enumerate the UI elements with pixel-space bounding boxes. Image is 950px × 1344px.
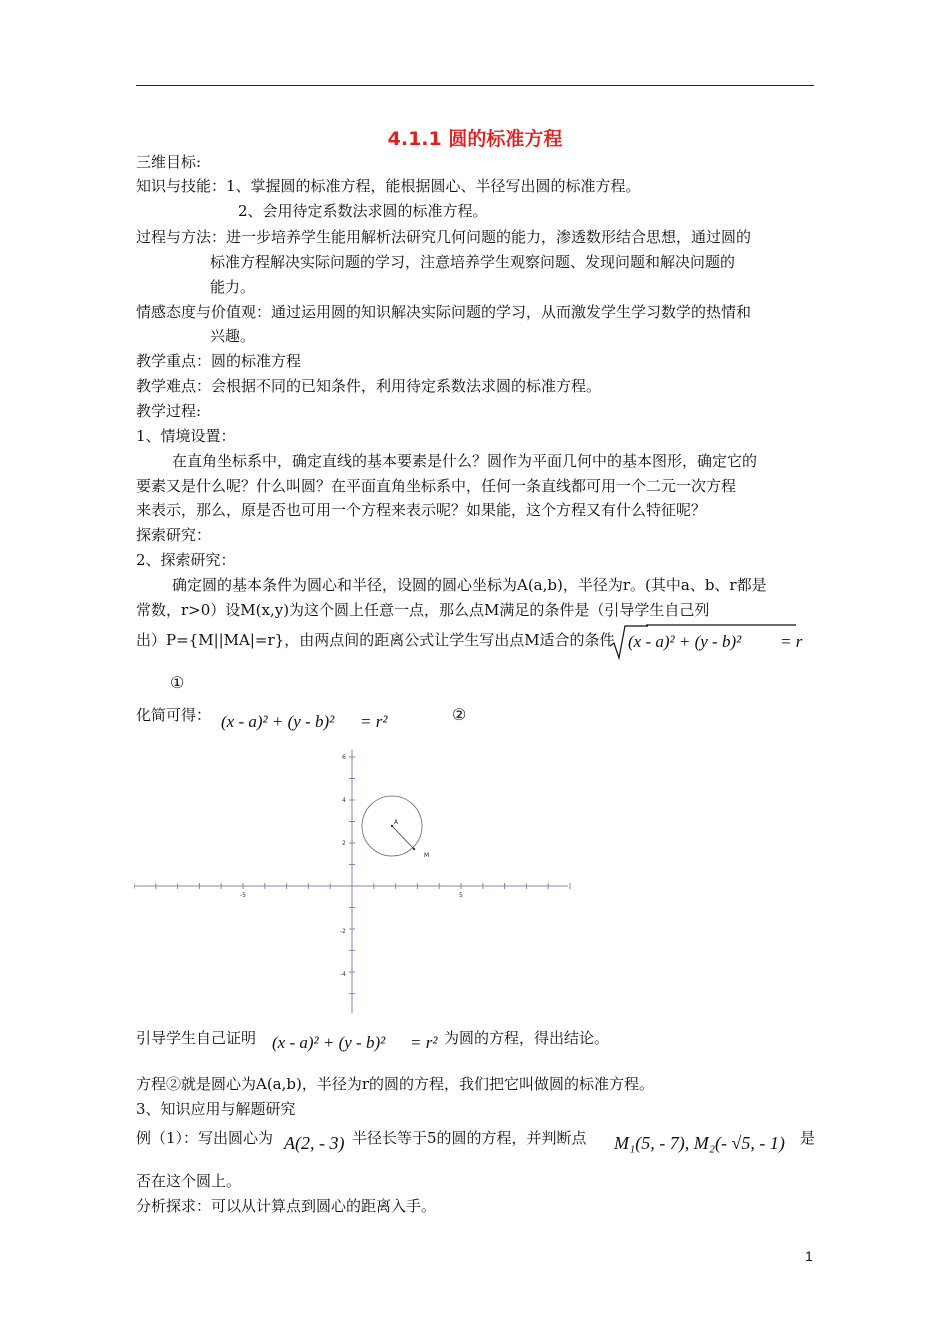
explore-label: 探索研究： bbox=[136, 526, 212, 544]
y-tick-label-neg4: -4 bbox=[340, 971, 346, 978]
key-point: 教学重点：圆的标准方程 bbox=[136, 352, 302, 370]
x-tick-label-5: 5 bbox=[459, 892, 463, 899]
y-tick-label-4: 4 bbox=[342, 797, 346, 804]
goals-heading: 三维目标: bbox=[136, 153, 202, 171]
y-tick-label-6: 6 bbox=[342, 754, 346, 761]
simplify-label: 化简可得： bbox=[136, 706, 212, 724]
proof-equation-right: = r² bbox=[410, 1033, 438, 1052]
points-m-expression: M₁(5, - 7), M₂(- √5, - 1) bbox=[614, 1133, 785, 1153]
example-1-middle: 半径长等于5的圆的方程，并判断点 bbox=[352, 1129, 587, 1147]
analysis-text: 分析探求：可以从计算点到圆心的距离入手。 bbox=[136, 1197, 437, 1215]
header-rule bbox=[136, 85, 814, 86]
x-tick-label-neg5: -5 bbox=[240, 892, 246, 899]
y-tick-label-neg2: -2 bbox=[340, 928, 346, 935]
proof-text-before: 引导学生自己证明 bbox=[136, 1029, 257, 1047]
point-m bbox=[413, 848, 415, 850]
process-heading: 教学过程: bbox=[136, 402, 202, 420]
proof-equation-left: (x - a)² + (y - b)² bbox=[272, 1033, 386, 1052]
example-1-line-2: 否在这个圆上。 bbox=[136, 1172, 242, 1190]
y-tick-label-2: 2 bbox=[342, 840, 346, 847]
difficulty: 教学难点：会根据不同的已知条件，利用待定系数法求圆的标准方程。 bbox=[136, 377, 602, 395]
sqrt-radicand: (x - a)² + (y - b)² bbox=[628, 632, 742, 651]
equals-r: = r bbox=[780, 632, 803, 651]
section-2-line-3: 出）P={M||MA|=r}，由两点间的距离公式让学生写出点M适合的条件 bbox=[136, 631, 615, 649]
section-1-line-1: 在直角坐标系中，确定直线的基本要素是什么？圆作为平面几何中的基本图形，确定它的 bbox=[172, 452, 758, 470]
label-a: A bbox=[394, 819, 399, 826]
equation-1-number: ① bbox=[170, 673, 185, 692]
example-1-suffix: 是 bbox=[800, 1129, 816, 1147]
knowledge-line-2: 2、会用待定系数法求圆的标准方程。 bbox=[238, 202, 488, 220]
document-title: 4.1.1 圆的标准方程 bbox=[387, 128, 563, 150]
equation-2-number: ② bbox=[452, 705, 467, 724]
sqrt-bar bbox=[646, 624, 806, 627]
center-a-expression: A(2, - 3) bbox=[284, 1133, 345, 1153]
coordinate-figure bbox=[134, 745, 574, 1015]
emotion-line-2: 兴趣。 bbox=[210, 327, 256, 345]
process-line-2: 标准方程解决实际问题的学习，注意培养学生观察问题、发现问题和解决问题的 bbox=[210, 253, 736, 271]
proof-text-after: 为圆的方程，得出结论。 bbox=[444, 1029, 610, 1047]
center-point bbox=[391, 825, 393, 827]
standard-equation-right: = r² bbox=[360, 712, 388, 731]
section-2-heading: 2、探索研究： bbox=[136, 551, 236, 569]
process-line-3: 能力。 bbox=[210, 278, 256, 296]
example-1-prefix: 例（1）：写出圆心为 bbox=[136, 1129, 274, 1147]
section-1-line-3: 来表示，那么，原是否也可用一个方程来表示呢？如果能，这个方程又有什么特征呢？ bbox=[136, 501, 707, 519]
section-3-heading: 3、知识应用与解题研究 bbox=[136, 1100, 296, 1118]
emotion-line-1: 情感态度与价值观：通过运用圆的知识解决实际问题的学习，从而激发学生学习数学的热情和 bbox=[136, 303, 752, 321]
distance-equation bbox=[608, 622, 818, 662]
section-2-line-2: 常数，r>0）设M(x,y)为这个圆上任意一点，那么点M满足的条件是（引导学生自己列 bbox=[136, 601, 710, 619]
section-2-line-1: 确定圆的基本条件为圆心和半径，设圆的圆心坐标为A(a,b)，半径为r。(其中a、b、r都是 bbox=[172, 576, 767, 594]
section-1-heading: 1、情境设置： bbox=[136, 427, 236, 445]
standard-definition: 方程②就是圆心为A(a,b)，半径为r的圆的方程，我们把它叫做圆的标准方程。 bbox=[136, 1075, 655, 1093]
label-m: M bbox=[424, 852, 430, 859]
standard-equation-left: (x - a)² + (y - b)² bbox=[221, 712, 335, 731]
section-1-line-2: 要素又是什么呢？什么叫圆？在平面直角坐标系中，任何一条直线都可用一个二元一次方程 bbox=[136, 477, 737, 495]
radius-segment bbox=[392, 826, 414, 849]
page-number: 1 bbox=[805, 1248, 813, 1264]
knowledge-line-1: 知识与技能：1、掌握圆的标准方程，能根据圆心、半径写出圆的标准方程。 bbox=[136, 177, 641, 195]
process-line-1: 过程与方法：进一步培养学生能用解析法研究几何问题的能力，渗透数形结合思想，通过圆的 bbox=[136, 228, 752, 246]
